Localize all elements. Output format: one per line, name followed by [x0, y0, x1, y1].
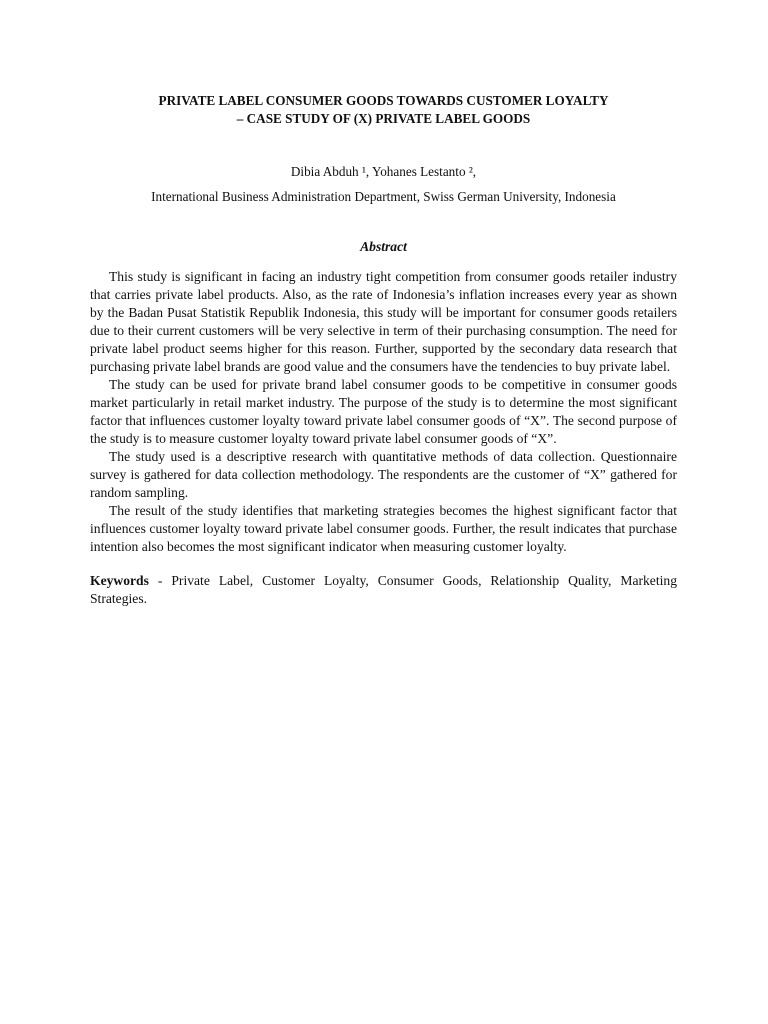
abstract-paragraph-1: This study is significant in facing an industry tight competition from consumer goods retailer industry that carries private label products. Also, as the rate of Indonesia’s inflation increases every year as shown by the Badan Pusat Statistik Republik Indonesia, this study will be important for consumer goods retailers due to their current customers will be very selective in term of their purchasing consumption. The need for private label product seems higher for this reason. Further, supported by the secondary data research that purchasing private label brands are good value and the consumers have the tendencies to buy private label.	[90, 269, 677, 374]
title-line-1: PRIVATE LABEL CONSUMER GOODS TOWARDS CUSTOMER LOYALTY	[158, 93, 609, 108]
abstract-paragraph-3: The study used is a descriptive research with quantitative methods of data collection. Questionnaire survey is gathered for data collection methodology. The respondents are the customer of “X” gathered for random sampling.	[90, 449, 677, 500]
keywords-label: Keywords	[90, 573, 149, 588]
author-affiliation: International Business Administration Department, Swiss German University, Indonesia	[151, 189, 616, 204]
keywords-text: - Private Label, Customer Loyalty, Consumer Goods, Relationship Quality, Marketing Strategies.	[90, 573, 677, 606]
paper-title	[90, 92, 677, 128]
abstract-paragraph-2: The study can be used for private brand label consumer goods to be competitive in consumer goods market particularly in retail market industry. The purpose of the study is to determine the most significant factor that influences customer loyalty toward private label consumer goods of “X”. The second purpose of the study is to measure customer loyalty toward private label consumer goods of “X”.	[90, 377, 677, 446]
abstract-body	[90, 268, 677, 556]
abstract-heading: Abstract	[360, 239, 407, 254]
abstract-paragraph-4: The result of the study identifies that marketing strategies becomes the highest significant factor that influences customer loyalty toward private label consumer goods. Further, the result indicates that purchase intention also becomes the most significant indicator when measuring customer loyalty.	[90, 503, 677, 554]
author-list: Dibia Abduh ¹, Yohanes Lestanto ²,	[290, 164, 477, 179]
paper-page	[90, 92, 677, 608]
keywords	[90, 572, 677, 608]
title-line-2: – CASE STUDY OF (X) PRIVATE LABEL GOODS	[236, 111, 531, 126]
